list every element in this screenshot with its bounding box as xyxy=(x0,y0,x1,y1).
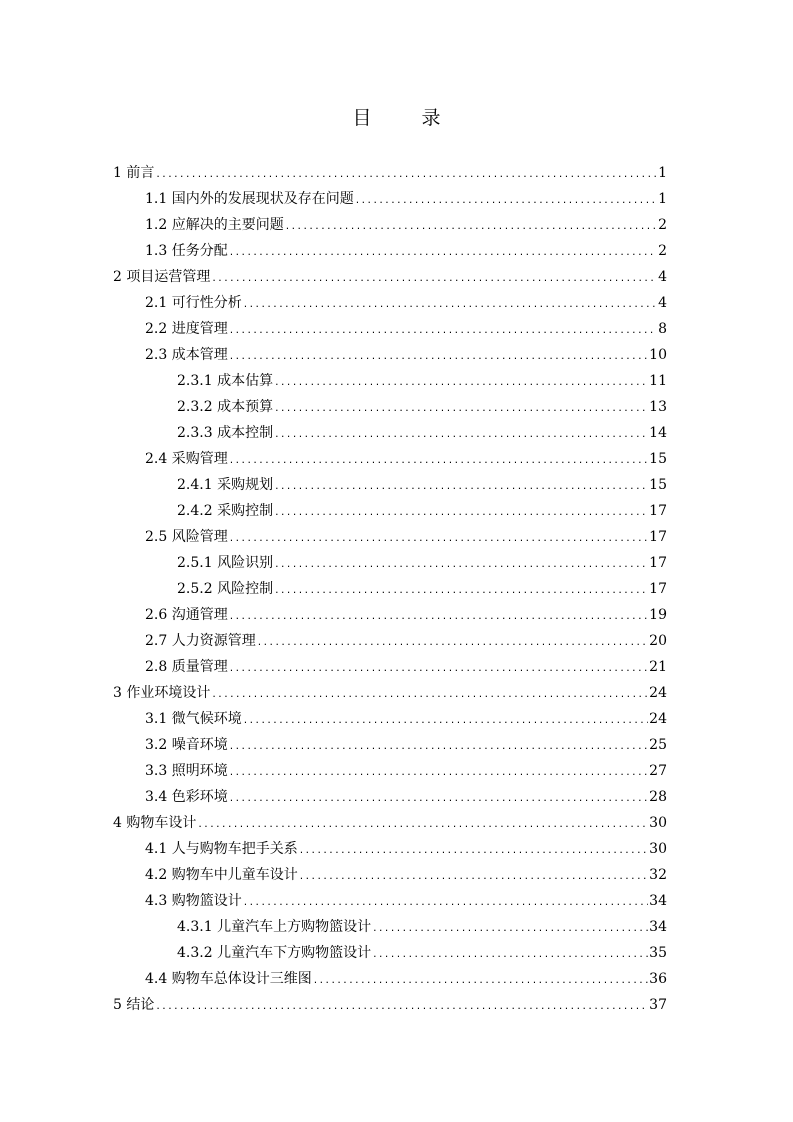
toc-entry[interactable] xyxy=(145,706,667,732)
toc-entry-page-number: 37 xyxy=(649,997,667,1013)
toc-entry-label: 3 作业环境设计 xyxy=(113,685,211,701)
toc-entry-label: 3.2 噪音环境 xyxy=(145,737,228,753)
dot-leader xyxy=(229,344,648,370)
toc-entry-label: 4.4 购物车总体设计三维图 xyxy=(145,971,312,987)
toc-entry[interactable] xyxy=(113,680,667,706)
toc-entry-page-number: 27 xyxy=(649,763,667,779)
toc-entry-label: 2.1 可行性分析 xyxy=(145,295,242,311)
toc-entry-label: 2.7 人力资源管理 xyxy=(145,633,256,649)
toc-entry[interactable] xyxy=(113,810,667,836)
toc-entry[interactable] xyxy=(177,940,667,966)
toc-entry[interactable] xyxy=(145,342,667,368)
toc-entry-page-number: 36 xyxy=(649,971,667,987)
toc-entry-page-number: 34 xyxy=(649,893,667,909)
toc-entry-label: 2.4 采购管理 xyxy=(145,451,228,467)
toc-entry-page-number: 1 xyxy=(658,191,667,207)
dot-leader xyxy=(229,734,648,760)
toc-entry-page-number: 30 xyxy=(649,815,667,831)
toc-entry-label: 2.3.3 成本控制 xyxy=(177,425,274,441)
toc-entry-label: 3.4 色彩环境 xyxy=(145,789,228,805)
dot-leader xyxy=(243,890,648,916)
toc-entry[interactable] xyxy=(145,212,667,238)
toc-entry-label: 2.8 质量管理 xyxy=(145,659,228,675)
dot-leader xyxy=(197,812,648,838)
toc-entry-label: 4 购物车设计 xyxy=(113,815,197,831)
toc-entry-label: 4.1 人与购物车把手关系 xyxy=(145,841,298,857)
toc-entry[interactable] xyxy=(177,420,667,446)
toc-entry[interactable] xyxy=(145,966,667,992)
toc-entry-page-number: 25 xyxy=(649,737,667,753)
page-title: 目 录 xyxy=(352,107,463,129)
toc-entry[interactable] xyxy=(145,732,667,758)
toc-entry-label: 2.5.1 风险识别 xyxy=(177,555,274,571)
toc-entry-page-number: 2 xyxy=(658,217,667,233)
toc-entry-label: 1.2 应解决的主要问题 xyxy=(145,217,284,233)
toc-entry-page-number: 4 xyxy=(658,295,667,311)
dot-leader xyxy=(155,994,648,1020)
toc-entry-page-number: 15 xyxy=(649,477,667,493)
dot-leader xyxy=(243,708,648,734)
dot-leader xyxy=(257,630,648,656)
dot-leader xyxy=(229,760,648,786)
toc-entry[interactable] xyxy=(113,264,667,290)
dot-leader xyxy=(372,916,648,942)
dot-leader xyxy=(211,682,648,708)
toc-entry-label: 2.2 进度管理 xyxy=(145,321,228,337)
toc-entry-page-number: 17 xyxy=(649,529,667,545)
toc-entry-label: 2.3 成本管理 xyxy=(145,347,228,363)
toc-entry-page-number: 10 xyxy=(649,347,667,363)
dot-leader xyxy=(274,578,648,604)
toc-entry-page-number: 1 xyxy=(658,165,667,181)
toc-entry-label: 2.3.1 成本估算 xyxy=(177,373,274,389)
dot-leader xyxy=(285,214,657,240)
toc-entry-label: 4.3 购物篮设计 xyxy=(145,893,242,909)
toc-entry[interactable] xyxy=(145,238,667,264)
toc-entry[interactable] xyxy=(177,472,667,498)
toc-entry-label: 2.5 风险管理 xyxy=(145,529,228,545)
toc-entry[interactable] xyxy=(177,498,667,524)
toc-entry-label: 1.3 任务分配 xyxy=(145,243,228,259)
toc-entry[interactable] xyxy=(145,628,667,654)
toc-entry-label: 1.1 国内外的发展现状及存在问题 xyxy=(145,191,354,207)
toc-entry-page-number: 24 xyxy=(649,685,667,701)
toc-entry-page-number: 20 xyxy=(649,633,667,649)
dot-leader xyxy=(372,942,648,968)
toc-entry-page-number: 21 xyxy=(649,659,667,675)
toc-entry[interactable] xyxy=(145,186,667,212)
dot-leader xyxy=(229,448,648,474)
toc-entry[interactable] xyxy=(145,524,667,550)
toc-entry[interactable] xyxy=(177,394,667,420)
toc-entry-page-number: 17 xyxy=(649,581,667,597)
toc-entry[interactable] xyxy=(177,550,667,576)
dot-leader xyxy=(274,500,648,526)
dot-leader xyxy=(229,656,648,682)
toc-entry-label: 2 项目运营管理 xyxy=(113,269,211,285)
toc-entry-page-number: 15 xyxy=(649,451,667,467)
dot-leader xyxy=(355,188,657,214)
toc-entry-page-number: 35 xyxy=(649,945,667,961)
toc-entry-label: 2.5.2 风险控制 xyxy=(177,581,274,597)
toc-entry-label: 2.4.1 采购规划 xyxy=(177,477,274,493)
toc-entry-page-number: 32 xyxy=(649,867,667,883)
toc-entry[interactable] xyxy=(145,290,667,316)
toc-entry[interactable] xyxy=(145,888,667,914)
toc-entry[interactable] xyxy=(177,368,667,394)
dot-leader xyxy=(211,266,657,292)
toc-entry[interactable] xyxy=(113,160,667,186)
toc-entry[interactable] xyxy=(145,758,667,784)
toc-entry-page-number: 28 xyxy=(649,789,667,805)
dot-leader xyxy=(299,864,648,890)
toc-entry-page-number: 4 xyxy=(658,269,667,285)
dot-leader xyxy=(155,162,657,188)
toc-entry[interactable] xyxy=(145,602,667,628)
toc-entry-page-number: 11 xyxy=(649,373,667,389)
toc-entry-label: 1 前言 xyxy=(113,165,155,181)
dot-leader xyxy=(274,422,648,448)
toc-entry[interactable] xyxy=(145,446,667,472)
toc-entry-page-number: 24 xyxy=(649,711,667,727)
toc-entry-label: 2.3.2 成本预算 xyxy=(177,399,274,415)
toc-entry-label: 2.6 沟通管理 xyxy=(145,607,228,623)
dot-leader xyxy=(229,786,648,812)
toc-entry-page-number: 19 xyxy=(649,607,667,623)
toc-entry-page-number: 2 xyxy=(658,243,667,259)
toc-entry-label: 2.4.2 采购控制 xyxy=(177,503,274,519)
toc-entry[interactable] xyxy=(145,836,667,862)
dot-leader xyxy=(229,526,648,552)
toc-entry-label: 4.3.2 儿童汽车下方购物篮设计 xyxy=(177,945,372,961)
dot-leader xyxy=(274,370,648,396)
toc-entry-page-number: 17 xyxy=(649,503,667,519)
dot-leader xyxy=(229,318,657,344)
toc-entry[interactable] xyxy=(145,316,667,342)
dot-leader xyxy=(274,396,648,422)
dot-leader xyxy=(229,240,657,266)
toc-entry[interactable] xyxy=(145,862,667,888)
toc-entry-label: 4.3.1 儿童汽车上方购物篮设计 xyxy=(177,919,372,935)
toc-entry-page-number: 34 xyxy=(649,919,667,935)
dot-leader xyxy=(274,474,648,500)
toc-entry-page-number: 13 xyxy=(649,399,667,415)
toc-entry[interactable] xyxy=(145,654,667,680)
toc-entry[interactable] xyxy=(113,992,667,1018)
dot-leader xyxy=(229,604,648,630)
toc-entry-label: 3.1 微气候环境 xyxy=(145,711,242,727)
toc-entry-page-number: 30 xyxy=(649,841,667,857)
toc-entry-label: 5 结论 xyxy=(113,997,155,1013)
toc-entry[interactable] xyxy=(177,576,667,602)
dot-leader xyxy=(313,968,648,994)
dot-leader xyxy=(274,552,648,578)
toc-entry-page-number: 14 xyxy=(649,425,667,441)
dot-leader xyxy=(299,838,648,864)
toc-entry-page-number: 8 xyxy=(658,321,667,337)
toc-entry-label: 3.3 照明环境 xyxy=(145,763,228,779)
toc-entry-page-number: 17 xyxy=(649,555,667,571)
toc-entry-label: 4.2 购物车中儿童车设计 xyxy=(145,867,298,883)
dot-leader xyxy=(243,292,657,318)
toc-entry[interactable] xyxy=(145,784,667,810)
toc-entry[interactable] xyxy=(177,914,667,940)
